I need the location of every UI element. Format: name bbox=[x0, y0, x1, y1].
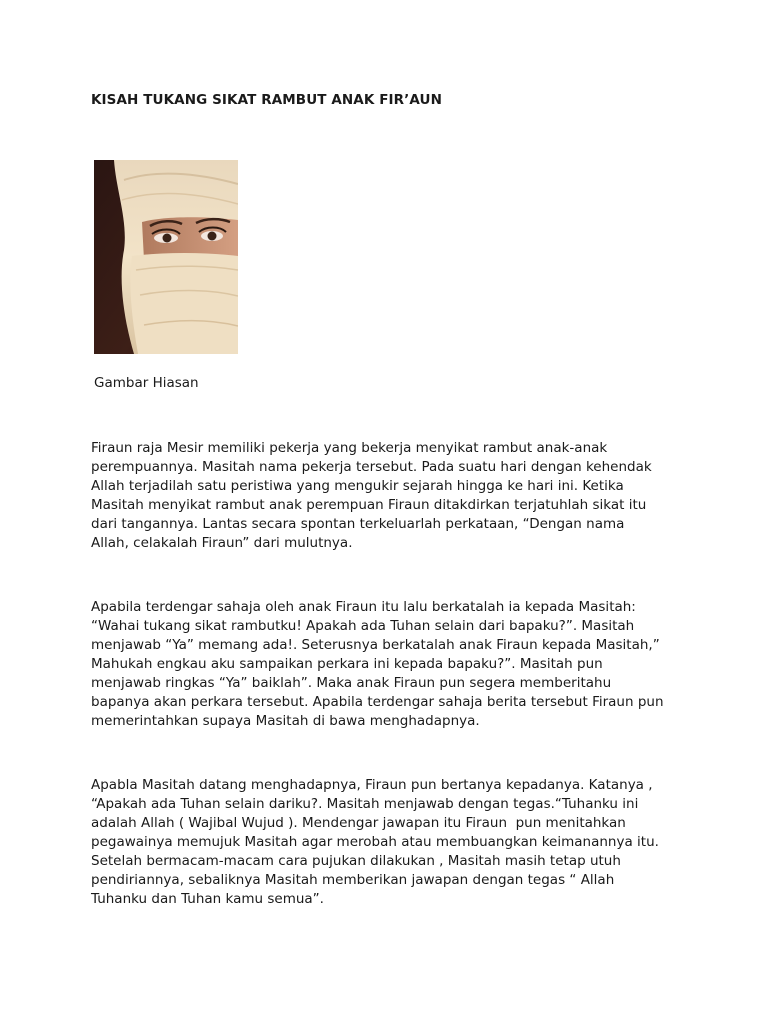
paragraph-line: pegawainya memujuk Masitah agar merobah atau membuangkan keimanannya itu. bbox=[91, 834, 659, 850]
paragraph-line: Allah, celakalah Firaun” dari mulutnya. bbox=[91, 535, 353, 551]
paragraph-line: Setelah bermacam-macam cara pujukan dilakukan , Masitah masih tetap utuh bbox=[91, 853, 621, 869]
paragraph-line: pendiriannya, sebaliknya Masitah memberikan jawapan dengan tegas “ Allah bbox=[91, 872, 615, 888]
paragraph-line: “Apakah ada Tuhan selain dariku?. Masitah menjawab dengan tegas.“Tuhanku ini bbox=[91, 796, 639, 812]
paragraph-line: “Wahai tukang sikat rambutku! Apakah ada Tuhan selain dari bapaku?”. Masitah bbox=[91, 618, 635, 634]
paragraph-line: Apabla Masitah datang menghadapnya, Firaun pun bertanya kepadanya. Katanya , bbox=[91, 777, 653, 793]
paragraph-3 bbox=[91, 776, 691, 909]
paragraph-2 bbox=[91, 598, 691, 731]
paragraph-line: perempuannya. Masitah nama pekerja tersebut. Pada suatu hari dengan kehendak bbox=[91, 459, 652, 475]
document-title: KISAH TUKANG SIKAT RAMBUT ANAK FIR’AUN bbox=[91, 92, 442, 108]
paragraph-line: adalah Allah ( Wajibal Wujud ). Mendengar jawapan itu Firaun pun menitahkan bbox=[91, 815, 626, 831]
paragraph-line: Masitah menyikat rambut anak perempuan Firaun ditakdirkan terjatuhlah sikat itu bbox=[91, 497, 647, 513]
paragraph-line: memerintahkan supaya Masitah di bawa menghadapnya. bbox=[91, 713, 480, 729]
paragraph-line: Firaun raja Mesir memiliki pekerja yang bekerja menyikat rambut anak-anak bbox=[91, 440, 608, 456]
image-caption: Gambar Hiasan bbox=[94, 375, 199, 391]
paragraph-line: Apabila terdengar sahaja oleh anak Firaun itu lalu berkatalah ia kepada Masitah: bbox=[91, 599, 636, 615]
paragraph-line: menjawab “Ya” memang ada!. Seterusnya berkatalah anak Firaun kepada Masitah,” bbox=[91, 637, 660, 653]
paragraph-line: Tuhanku dan Tuhan kamu semua”. bbox=[91, 891, 324, 907]
veiled-woman-photo bbox=[94, 160, 238, 354]
paragraph-line: Mahukah engkau aku sampaikan perkara ini kepada bapaku?”. Masitah pun bbox=[91, 656, 603, 672]
paragraph-line: bapanya akan perkara tersebut. Apabila terdengar sahaja berita tersebut Firaun pun bbox=[91, 694, 664, 710]
paragraph-line: dari tangannya. Lantas secara spontan terkeluarlah perkataan, “Dengan nama bbox=[91, 516, 625, 532]
paragraph-line: Allah terjadilah satu peristiwa yang mengukir sejarah hingga ke hari ini. Ketika bbox=[91, 478, 624, 494]
paragraph-line: menjawab ringkas “Ya” baiklah”. Maka anak Firaun pun segera memberitahu bbox=[91, 675, 612, 691]
paragraph-1 bbox=[91, 439, 691, 553]
